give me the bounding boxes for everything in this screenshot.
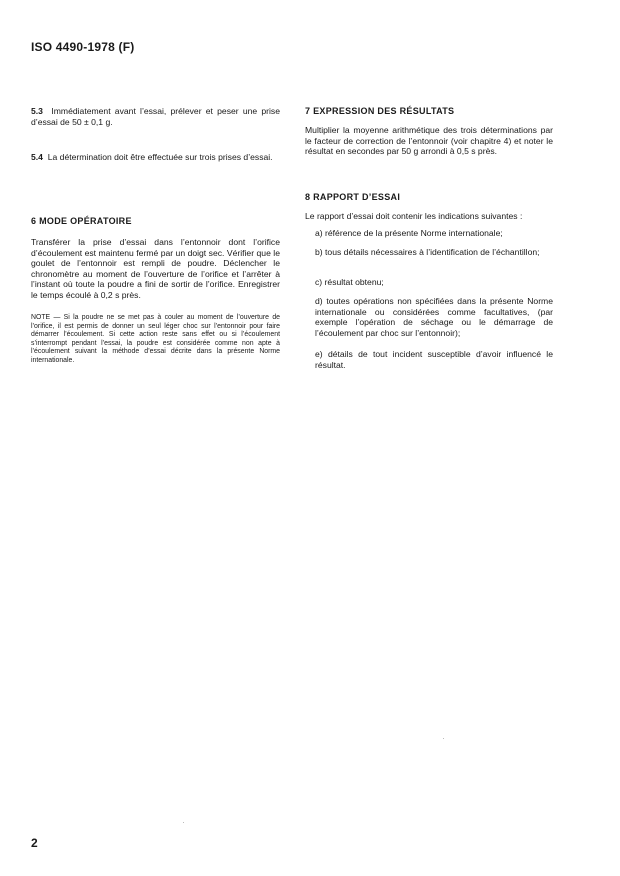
list-item: a) référence de la présente Norme internationale; bbox=[315, 228, 503, 238]
section-text: Transférer la prise d’essai dans l’entonnoir dont l’orifice d’écoulement est maintenu fermé par un doigt sec. Vérifier que le goulet de l’entonnoir est rempli de poudre. Déclencher le chronomètre au moment de l’ouverture de l’orifice et l’arrêter à l’instant où toute la poudre a fini de sortir de l’orifice. Enregistrer le temps écoulé à 0,2 s près. bbox=[31, 237, 280, 300]
section-text: Multiplier la moyenne arithmétique des trois déterminations par le facteur de correction de l’entonnoir (voir chapitre 4) et noter le résultat en secondes par 50 g arrondi à 0,5 s près. bbox=[305, 125, 553, 157]
list-item: c) résultat obtenu; bbox=[315, 277, 384, 287]
list-item: e) détails de tout incident susceptible d’avoir influencé le résultat. bbox=[315, 349, 553, 370]
list-item: d) toutes opérations non spécifiées dans la présente Norme internationale ou considérées comme facultatives, (par exemple l’opération de séchage ou le démarrage de l’écoulement par choc sur l’entonnoir); bbox=[315, 296, 553, 338]
section-text: La détermination doit être effectuée sur trois prises d’essai. bbox=[47, 152, 273, 162]
note-text: NOTE — Si la poudre ne se met pas à couler au moment de l’ouverture de l’orifice, il est permis de donner un seul léger choc sur l’entonnoir pour faire démarrer l’écoulement. Si cette action reste sans effet ou si l’écoulement s’interrompt pendant l’essai, la poudre est considérée comme non apte à l’écoulement suivant la méthode d’essai décrite dans la présente Norme internationale. bbox=[31, 314, 280, 364]
section-6-title: 6 MODE OPÉRATOIRE bbox=[31, 216, 132, 226]
section-number: 5.3 bbox=[31, 106, 43, 116]
section-7-title: 7 EXPRESSION DES RÉSULTATS bbox=[305, 106, 455, 116]
section-number: 5.4 bbox=[31, 152, 43, 162]
section-8-title: 8 RAPPORT D’ESSAI bbox=[305, 192, 401, 202]
scan-speck bbox=[183, 822, 184, 823]
section-5-4 bbox=[31, 152, 280, 163]
scan-speck bbox=[443, 738, 444, 739]
section-text: Immédiatement avant l’essai, prélever et peser une prise d’essai de 50 ± 0,1 g. bbox=[31, 106, 281, 127]
section-7-body bbox=[305, 125, 553, 157]
page-number: 2 bbox=[31, 836, 38, 850]
section-8-intro bbox=[305, 211, 553, 222]
list-item: b) tous détails nécessaires à l’identification de l’échantillon; bbox=[315, 247, 540, 257]
document-header: ISO 4490-1978 (F) bbox=[31, 40, 135, 54]
section-5-3 bbox=[31, 106, 280, 127]
section-6-body bbox=[31, 237, 280, 301]
section-text: Le rapport d’essai doit contenir les indications suivantes : bbox=[305, 211, 523, 221]
section-6-note bbox=[31, 314, 280, 366]
